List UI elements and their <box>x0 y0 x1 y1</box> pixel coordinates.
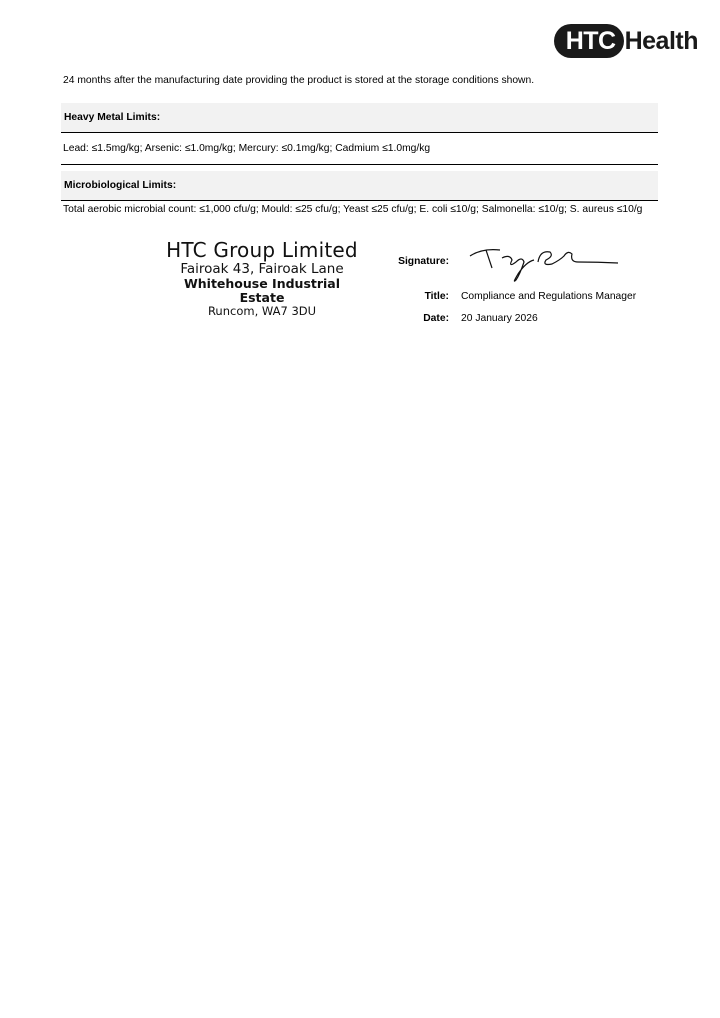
htc-health-logo <box>554 24 698 58</box>
logo-mark: HTC <box>554 24 624 58</box>
handwritten-signature <box>468 240 628 284</box>
microbiological-heading-bar <box>61 171 658 201</box>
heavy-metal-limits-text: Lead: ≤1.5mg/kg; Arsenic: ≤1.0mg/kg; Mercury: ≤0.1mg/kg; Cadmium ≤1.0mg/kg <box>63 143 431 154</box>
stamp-company-name: HTC Group Limited <box>166 238 358 262</box>
stamp-address-line1: Fairoak 43, Fairoak Lane <box>180 261 344 277</box>
title-value: Compliance and Regulations Manager <box>461 291 637 302</box>
logo-word: Health <box>624 26 698 55</box>
signature-label: Signature: <box>398 256 449 267</box>
heavy-metal-heading-bar <box>61 103 658 133</box>
section-divider <box>61 164 658 165</box>
heavy-metal-heading: Heavy Metal Limits: <box>64 112 161 123</box>
date-label: Date: <box>423 313 449 324</box>
company-address-stamp <box>164 239 360 318</box>
intro-text: 24 months after the manufacturing date providing the product is stored at the storage conditions shown. <box>63 75 535 86</box>
microbiological-heading: Microbiological Limits: <box>64 180 177 191</box>
stamp-address-line3: Runcom, WA7 3DU <box>207 304 317 318</box>
stamp-address-line2: Whitehouse Industrial Estate <box>183 276 341 305</box>
date-value: 20 January 2026 <box>461 313 538 324</box>
title-label: Title: <box>424 291 449 302</box>
microbiological-limits-text: Total aerobic microbial count: ≤1,000 cfu/g; Mould: ≤25 cfu/g; Yeast ≤25 cfu/g; E. coli ≤10/g; Salmonella: ≤10/g; S. aureus ≤10/g <box>63 204 643 215</box>
